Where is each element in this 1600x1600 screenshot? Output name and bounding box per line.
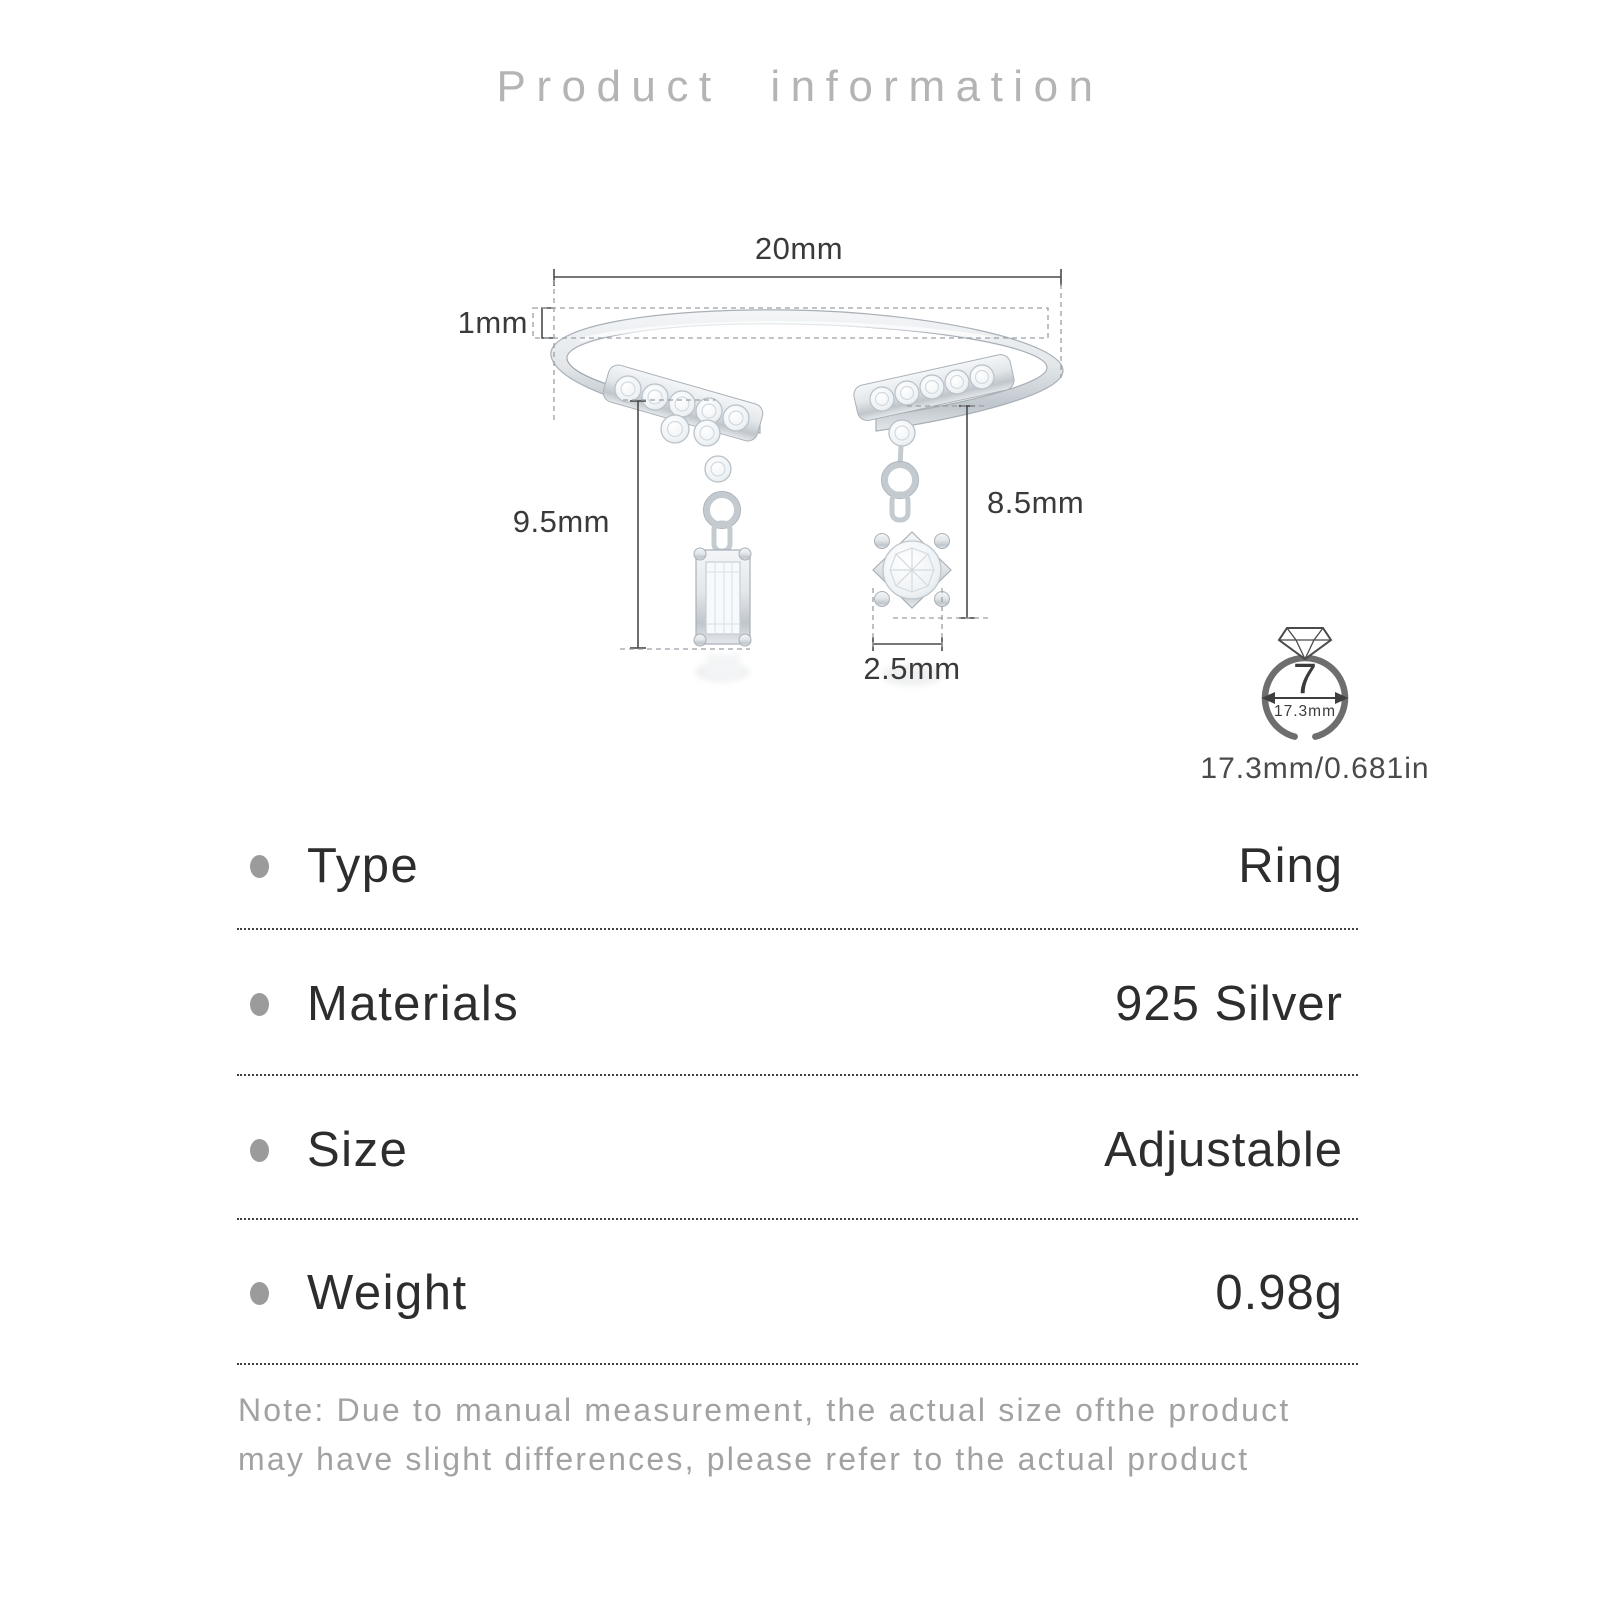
left-drop-measurement-label: 9.5mm <box>512 504 610 539</box>
bullet-icon <box>250 1282 269 1305</box>
spec-label: Materials <box>307 977 520 1031</box>
spec-row-size <box>237 1115 1358 1185</box>
right-dangle <box>873 420 951 608</box>
spec-value: Adjustable <box>1104 1123 1343 1177</box>
spec-value: Ring <box>1238 839 1343 893</box>
row-divider <box>237 1218 1358 1220</box>
ring-size-icon <box>1240 618 1380 740</box>
row-divider <box>237 1074 1358 1076</box>
ring-photo <box>430 220 1130 780</box>
spec-value: 0.98g <box>1215 1266 1343 1320</box>
width-measurement-label: 20mm <box>754 231 844 266</box>
row-divider <box>237 928 1358 930</box>
spec-label: Weight <box>307 1266 468 1320</box>
spec-row-type <box>237 831 1358 901</box>
note-text <box>238 1386 1290 1484</box>
note-line: may have slight differences, please refer to the actual product <box>238 1441 1250 1477</box>
spec-label: Type <box>307 839 420 893</box>
bullet-icon <box>250 855 269 878</box>
spec-row-weight <box>237 1258 1358 1328</box>
note-line: Note: Due to manual measurement, the actual size ofthe product <box>238 1392 1291 1428</box>
thickness-measurement-label: 1mm <box>457 305 528 340</box>
spec-value: 925 Silver <box>1115 977 1343 1031</box>
right-drop-measurement-label: 8.5mm <box>987 485 1085 520</box>
stone-width-measurement-label: 2.5mm <box>863 651 961 686</box>
page-title: Product information <box>496 62 1104 111</box>
ring-size-number: 7 <box>1293 655 1317 703</box>
bullet-icon <box>250 1139 269 1162</box>
ring-size-caption: 17.3mm/0.681in <box>1200 752 1430 785</box>
spec-row-materials <box>237 969 1358 1039</box>
left-dangle <box>661 415 751 646</box>
bullet-icon <box>250 993 269 1016</box>
ring-size-diameter-label: 17.3mm <box>1274 703 1336 720</box>
row-divider <box>237 1363 1358 1365</box>
spec-label: Size <box>307 1123 409 1177</box>
